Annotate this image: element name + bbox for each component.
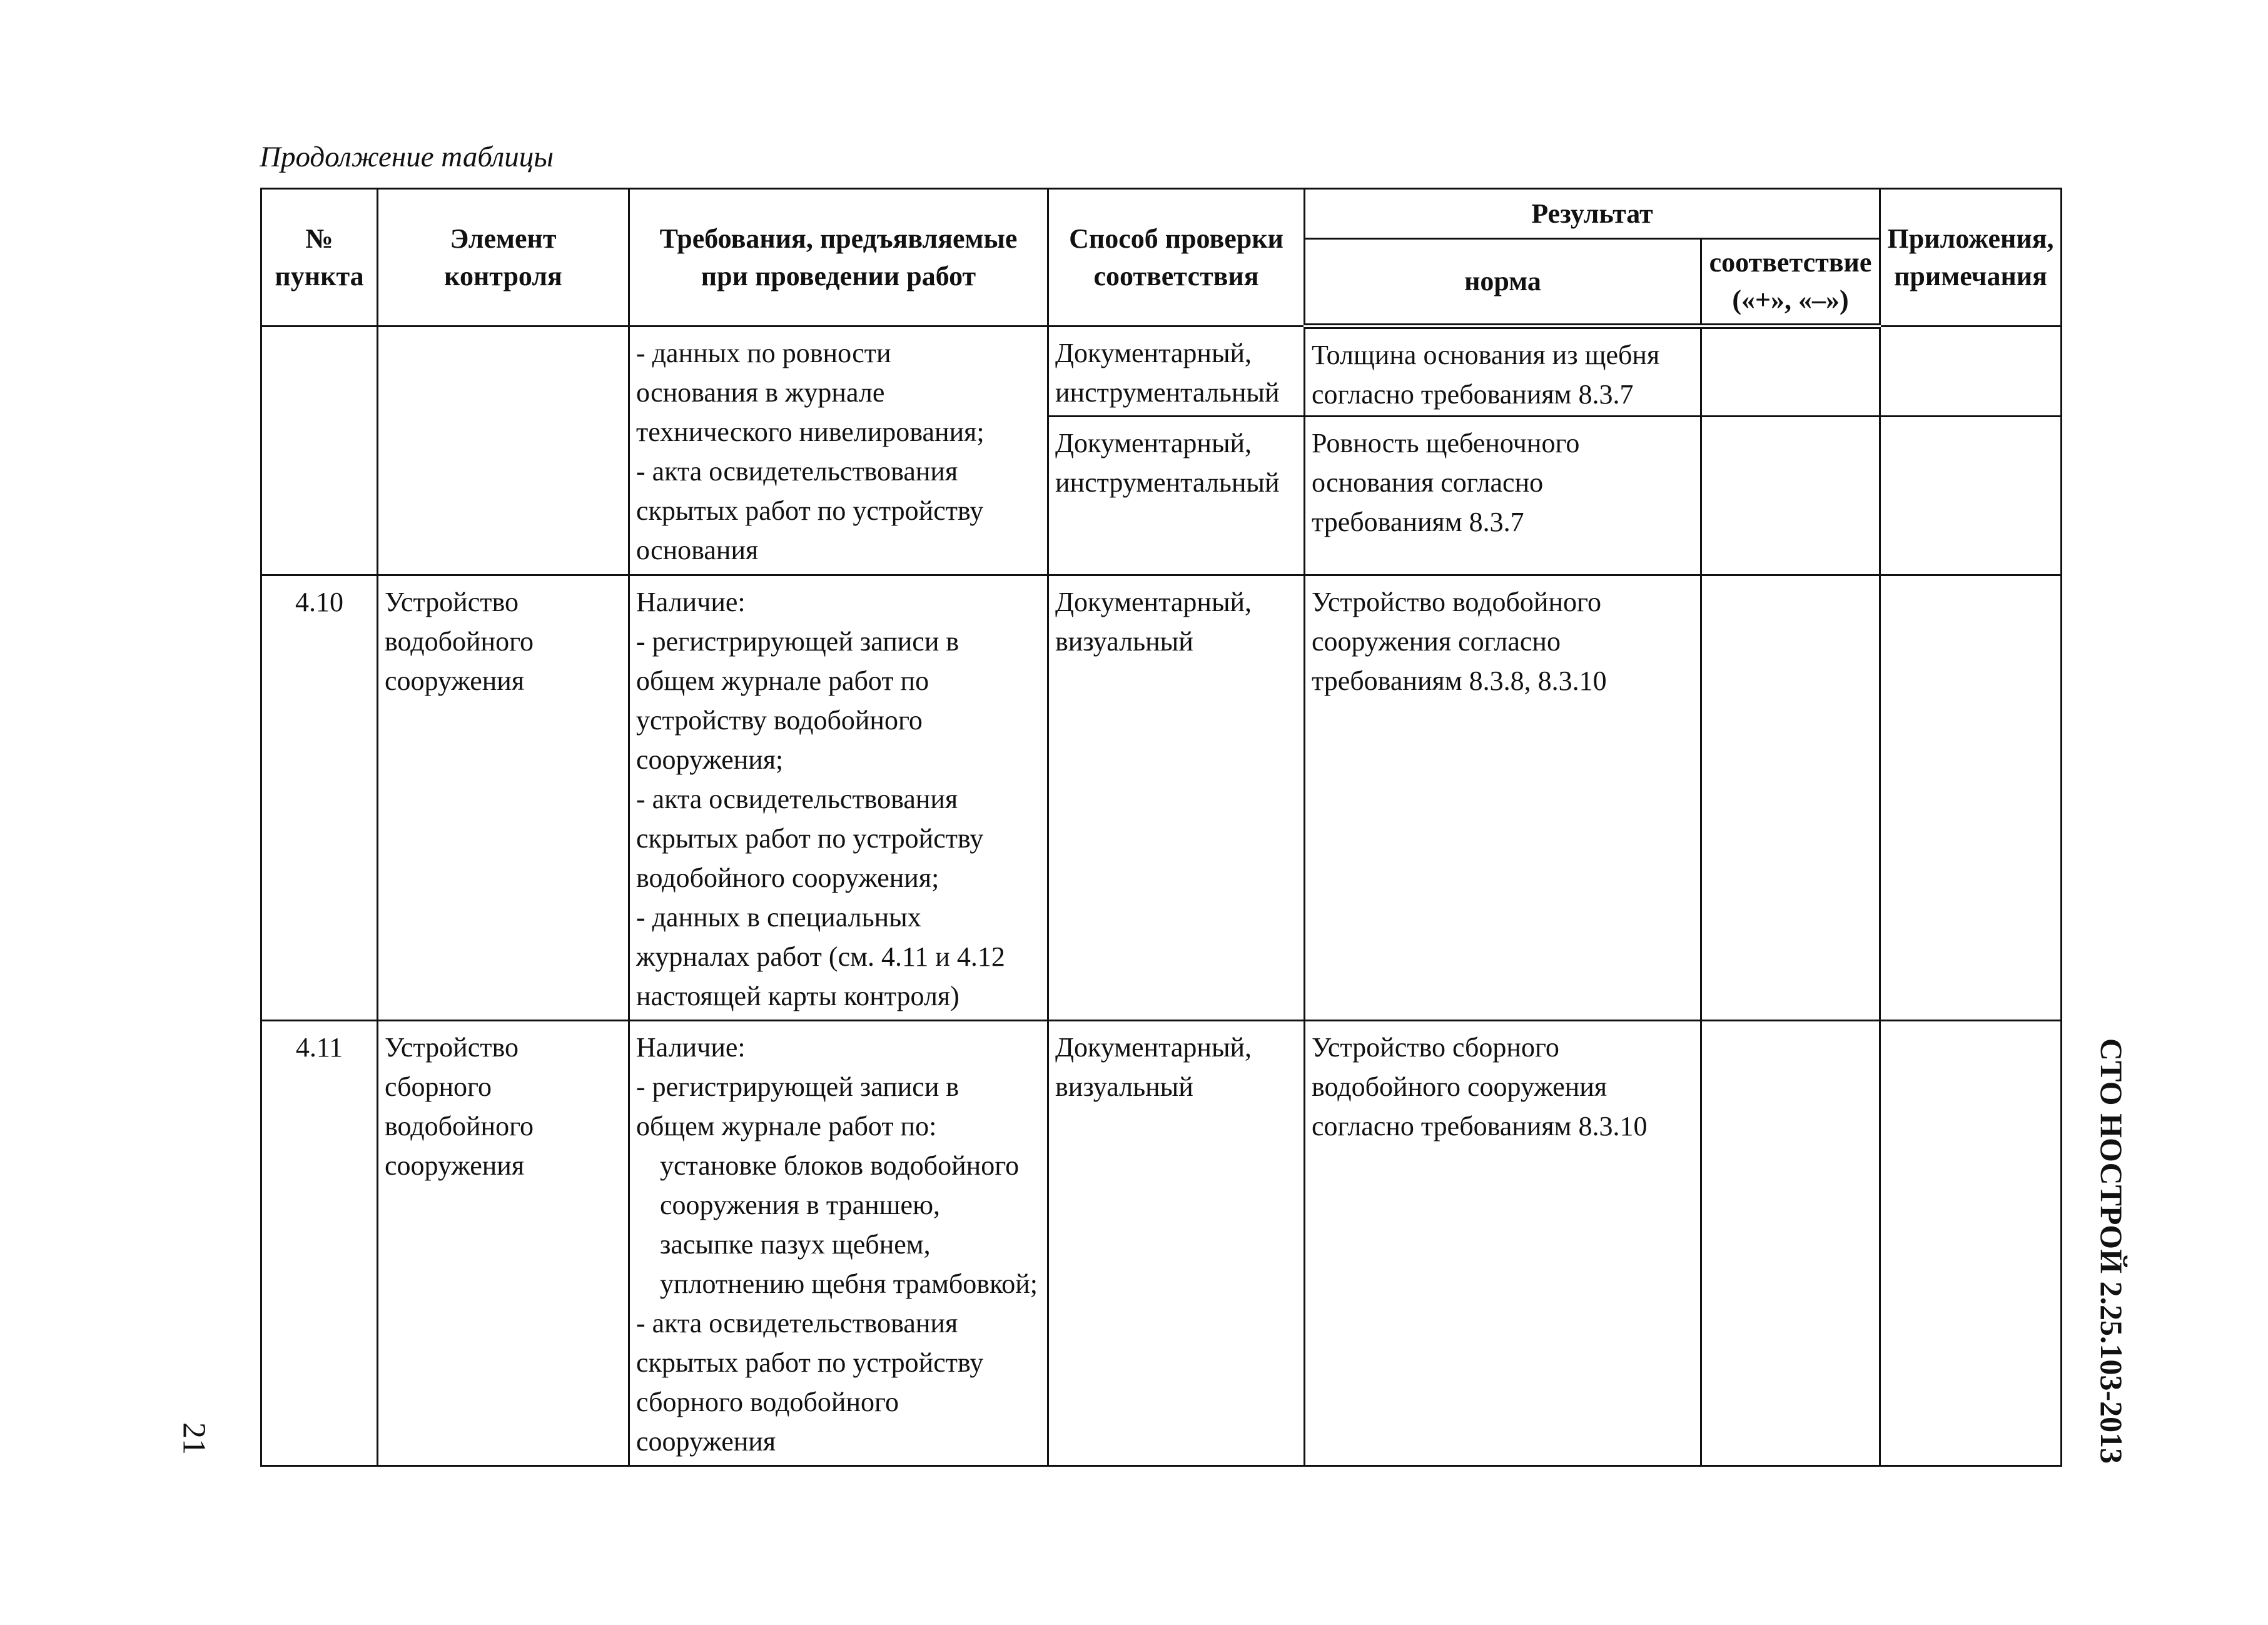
cell-notes <box>1880 575 2062 1021</box>
cell-num <box>261 327 378 575</box>
header-method: Способ проверки соответствия <box>1048 189 1305 327</box>
header-compliance: соответствие («+», «–») <box>1701 239 1880 327</box>
cell-method: Документарный, визуальный <box>1048 1021 1305 1466</box>
header-requirements: Требования, предъявляемые при проведении работ <box>629 189 1048 327</box>
cell-element: Устройство водобойного сооружения <box>378 575 629 1021</box>
cell-compliance <box>1701 327 1880 417</box>
cell-element <box>378 327 629 575</box>
cell-norm: Ровность щебеночного основания согласно требованиям 8.3.7 <box>1305 417 1701 575</box>
cell-notes <box>1880 1021 2062 1466</box>
table-caption: Продолжение таблицы <box>260 141 554 173</box>
cell-notes <box>1880 327 2062 417</box>
header-element: Элемент контроля <box>378 189 629 327</box>
cell-compliance <box>1701 417 1880 575</box>
cell-notes <box>1880 417 2062 575</box>
table-row <box>261 1021 2062 1466</box>
cell-norm: Толщина основания из щебня согласно требованиям 8.3.7 <box>1305 327 1701 417</box>
header-norm: норма <box>1305 239 1701 327</box>
cell-norm: Устройство сборного водобойного сооружения согласно требованиям 8.3.10 <box>1305 1021 1701 1466</box>
header-notes: Приложения, примечания <box>1880 189 2062 327</box>
cell-num: 4.10 <box>261 575 378 1021</box>
header-num: № пункта <box>261 189 378 327</box>
document-code-stamp: СТО НОСТРОЙ 2.25.103-2013 <box>2094 1038 2129 1464</box>
table-row <box>261 575 2062 1021</box>
cell-method: Документарный, инструментальный <box>1048 327 1305 417</box>
cell-compliance <box>1701 1021 1880 1466</box>
cell-compliance <box>1701 575 1880 1021</box>
cell-element: Устройство сборного водобойного сооружения <box>378 1021 629 1466</box>
cell-requirements: - данных по ровности основания в журнале технического нивелирования; - акта освидетельствования скрытых работ по устройству основания <box>629 327 1048 575</box>
cell-num: 4.11 <box>261 1021 378 1466</box>
table-row <box>261 327 2062 417</box>
header-result: Результат <box>1305 189 1880 239</box>
page-number: 21 <box>176 1422 212 1455</box>
cell-norm: Устройство водобойного сооружения согласно требованиям 8.3.8, 8.3.10 <box>1305 575 1701 1021</box>
control-table <box>260 188 2062 1467</box>
cell-method: Документарный, визуальный <box>1048 575 1305 1021</box>
cell-method: Документарный, инструментальный <box>1048 417 1305 575</box>
cell-requirements: Наличие: - регистрирующей записи в общем журнале работ по: установке блоков водобойного сооружения в траншею, засыпке пазух щебнем, уплотнению щебня трамбовкой; - акта освидетельствования скрытых работ по устройству сборного водобойного сооружения <box>629 1021 1048 1466</box>
cell-requirements: Наличие: - регистрирующей записи в общем журнале работ по устройству водобойного сооружения; - акта освидетельствования скрытых работ по устройству водобойного сооружения; - данных в специальных журналах работ (см. 4.11 и 4.12 настоящей карты контроля) <box>629 575 1048 1021</box>
